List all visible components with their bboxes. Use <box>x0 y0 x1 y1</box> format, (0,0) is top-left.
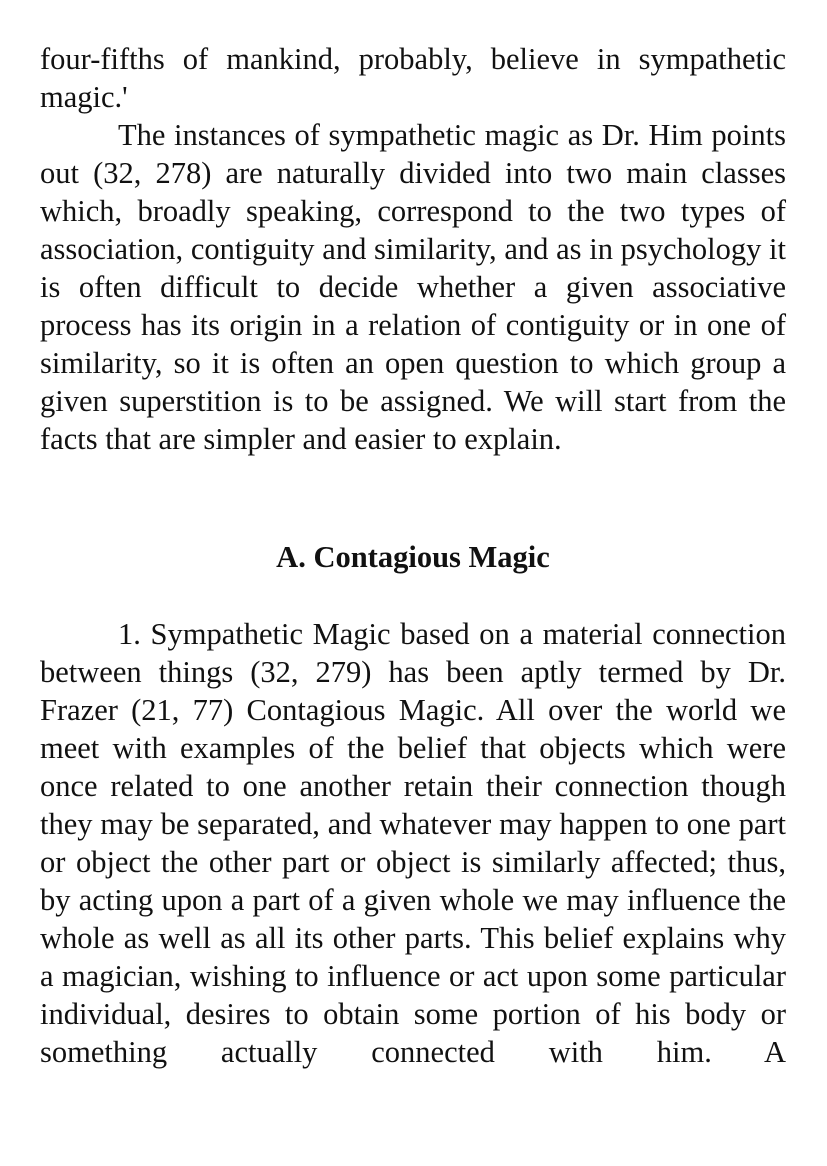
paragraph-continuation: four-fifths of mankind, probably, believe in sympathetic magic.' <box>40 42 786 114</box>
paragraph-contagious-magic: 1. Sympathetic Magic based on a material connection between things (32, 279) has been aptly termed by Dr. Frazer (21, 77) Contagious Magic. All over the world we meet with examples of the belief that objects which were once related to one another retain their connection though they may be separated, and whatever may happen to one part or object the other part or object is similarly affected; thus, by acting upon a part of a given whole we may influence the whole as well as all its other parts. This belief explains why a magician, wishing to influence or act upon some particular individual, desires to obtain some portion of his body or something actually connected with him. A <box>40 617 786 1069</box>
section-heading: A. Contagious Magic <box>276 540 550 574</box>
paragraph-instances: The instances of sympathetic magic as Dr. Him points out (32, 278) are naturally divided into two main classes which, broadly speaking, correspond to the two types of association, contiguity and similarity, and as in psychology it is often difficult to decide whether a given associative process has its origin in a relation of contiguity or in one of similarity, so it is often an open question to which group a given superstition is to be assigned. We will start from the facts that are simpler and easier to explain. <box>40 118 786 456</box>
